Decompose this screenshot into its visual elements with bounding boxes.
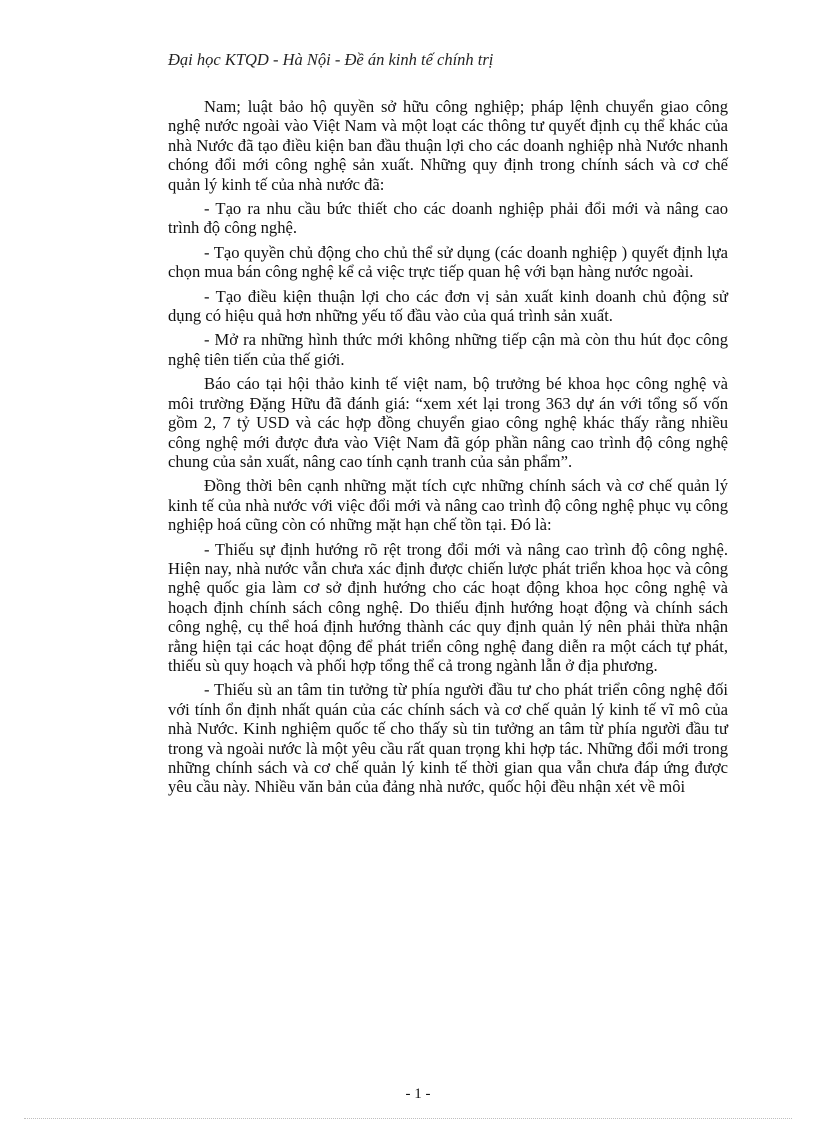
paragraph-1: Nam; luật bảo hộ quyền sở hữu công nghiệp; pháp lệnh chuyển giao công nghệ nước ngoài vào Việt Nam và một loạt các thông tư quyết định cụ thể khác của nhà Nước đã tạo điều kiện ban đầu thuận lợi cho các doanh nghiệp nhà Nước nhanh chóng đổi mới công nghệ sản xuất. Những quy định trong chính sách và cơ chế quản lý kinh tế của nhà nước đã: bbox=[168, 97, 728, 194]
body-text bbox=[168, 97, 728, 802]
page-number: - 1 - bbox=[405, 1086, 431, 1102]
paragraph-3: - Tạo quyền chủ động cho chủ thể sử dụng (các doanh nghiệp ) quyết định lựa chọn mua bán công nghệ kể cả việc trực tiếp quan hệ với bạn hàng nước ngoài. bbox=[168, 242, 728, 282]
paragraph-2: - Tạo ra nhu cầu bức thiết cho các doanh nghiệp phải đổi mới và nâng cao trình độ công nghệ. bbox=[168, 199, 728, 238]
paragraph-6: Báo cáo tại hội thảo kinh tế việt nam, bộ trưởng bé khoa học công nghệ và môi trường Đặng Hữu đã đánh giá: “xem xét lại trong 363 dự án với tổng số vốn gồm 2, 7 tỷ USD và các hợp đồng chuyển giao công nghệ khác thấy rằng nhiều công nghệ mới được đưa vào Việt Nam đã góp phần nâng cao trình độ công nghệ chung của sản xuất, nâng cao tính cạnh tranh của sản phẩm”. bbox=[168, 374, 728, 471]
paragraph-8: - Thiếu sự định hướng rõ rệt trong đổi mới và nâng cao trình độ công nghệ. Hiện nay, nhà nước vẫn chưa xác định được chiến lược phát triển khoa học và công nghệ quốc gia làm cơ sở định hướng cho các hoạt động khoa học công nghệ và hoạch định chính sách công nghệ. Do thiếu định hướng hoạt động và chính sách công nghệ, cụ thể hoá định hướng thành các quy định quản lý nên phải thừa nhận rằng hiện tại các hoạt động để phát triển công nghệ đang diễn ra một cách tự phát, thiếu sù quy hoạch và phối hợp tổng thể cả trong ngành lẫn ở địa phương. bbox=[168, 539, 728, 675]
page-bottom-rule bbox=[24, 1118, 792, 1119]
paragraph-4: - Tạo điều kiện thuận lợi cho các đơn vị sản xuất kinh doanh chủ động sử dụng có hiệu quả hơn những yếu tố đầu vào của quá trình sản xuất. bbox=[168, 286, 728, 326]
paragraph-7: Đồng thời bên cạnh những mặt tích cực những chính sách và cơ chế quản lý kinh tế của nhà nước với việc đổi mới và nâng cao trình độ công nghệ phục vụ công nghiệp hoá cũng còn có những mặt hạn chế tồn tại. Đó là: bbox=[168, 476, 728, 535]
running-header: Đại học KTQD - Hà Nội - Đề án kinh tế chính trị bbox=[168, 50, 494, 69]
paragraph-9: - Thiếu sù an tâm tin tưởng từ phía người đầu tư cho phát triển công nghệ đối với tính ổn định nhất quán của các chính sách và cơ chế quản lý kinh tế vĩ mô của nhà Nước. Kinh nghiệm quốc tế cho thấy sù tin tưởng an tâm từ phía người đầu tư trong và ngoài nước là một yêu cầu rất quan trọng khi hợp tác. Những đổi mới trong những chính sách và cơ chế quản lý kinh tế thời gian qua vẫn chưa đáp ứng được yêu cầu này. Nhiều văn bản của đảng nhà nước, quốc hội đều nhận xét về môi bbox=[168, 680, 728, 797]
paragraph-5: - Mở ra những hình thức mới không những tiếp cận mà còn thu hút đọc công nghệ tiên tiến của thế giới. bbox=[168, 330, 728, 369]
